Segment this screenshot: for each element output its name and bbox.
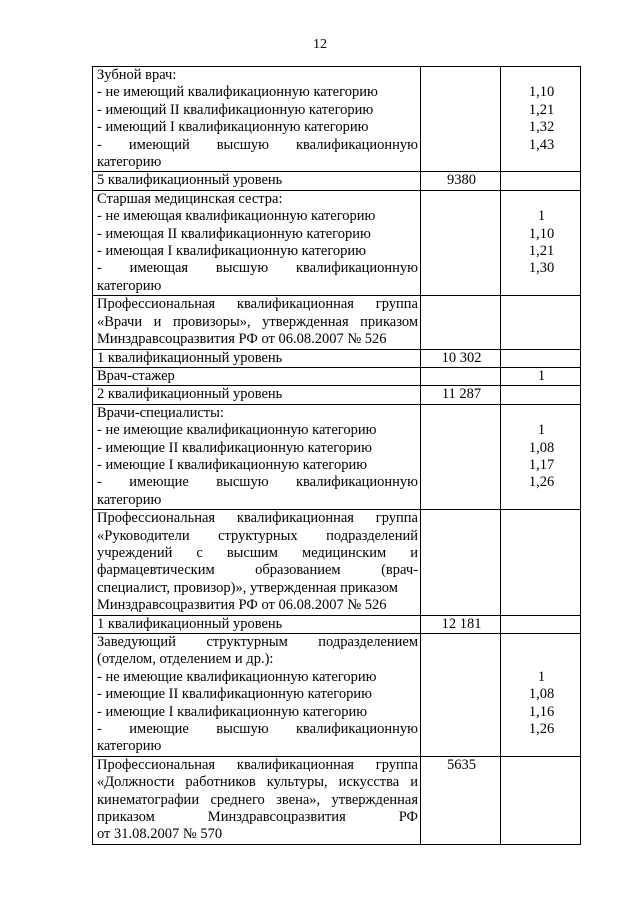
salary-cell [421,367,501,385]
coefficient-value: 1 [537,668,546,685]
salary-cell [421,634,501,757]
level-label: 1 квалификационный уровень [93,615,421,633]
table-row [93,510,581,615]
salary-value: 5635 [421,756,501,844]
position-title: (отделом, отделением и др.): [97,651,274,668]
coefficient-value: 1,26 [528,721,555,737]
group-header-line: специалист, провизор)», утвержденная приказом [97,579,398,596]
position-title: Заведующий структурным подразделением [97,634,418,650]
group-header-line: Минздравсоцразвития РФ от 06.08.2007 № 526 [97,331,387,348]
coefficient-value: 1,30 [528,260,555,277]
coefficient-value: 1,21 [528,101,555,118]
group-header-cell [93,756,421,844]
salary-value: 12 181 [421,615,501,633]
coefficient-cell [501,349,581,367]
coefficient-cell [501,756,581,844]
coefficient-value: 1,10 [528,225,555,242]
level-label: 1 квалификационный уровень [93,349,421,367]
position-title: Старшая медицинская сестра: [97,190,283,207]
table-row [93,634,581,757]
level-label: 5 квалификационный уровень [93,172,421,190]
coefficient-cell [501,510,581,615]
group-header-line: учреждений с высшим медицинским и [97,544,418,561]
table-row [93,615,581,633]
coefficient-cell [501,615,581,633]
salary-value: 11 287 [421,386,501,404]
table-row [93,756,581,844]
coefficient-value: 1 [537,422,546,439]
position-cell [93,67,421,172]
group-header-line: Профессиональная квалификационная группа [97,510,418,527]
category-item-tail: категорию [97,277,162,294]
table-row [93,190,581,295]
page-number: 12 [313,37,327,52]
table-row [93,172,581,190]
category-item-tail: категорию [97,154,162,171]
position-cell [93,404,421,509]
table-row [93,404,581,509]
category-item: - имеющий II квалификационную категорию [97,101,374,118]
table-row [93,367,581,385]
salary-cell [421,190,501,295]
coefficient-value: 1,08 [528,686,555,703]
group-header-line: от 31.08.2007 № 570 [97,826,223,843]
group-header-line: «Врачи и провизоры», утвержденная приказом [97,313,418,330]
position-cell [93,190,421,295]
category-item: - имеющая II квалификационную категорию [97,225,371,242]
group-header-line: Профессиональная квалификационная группа [97,296,418,313]
category-item: - имеющая высшую квалификационную [97,260,418,277]
group-header-line: Минздравсоцразвития РФ от 06.08.2007 № 526 [97,597,387,614]
coefficient-value: 1,16 [528,703,555,720]
coefficient-value: 1 [537,208,546,225]
position-title: Врачи-специалисты: [97,404,224,421]
category-item-tail: категорию [97,738,162,755]
category-item: - имеющие I квалификационную категорию [97,456,368,473]
coefficient-value: 1,32 [528,119,555,136]
group-header-line: «Руководители структурных подразделений [97,527,418,544]
category-item: - имеющий высшую квалификационную [97,136,419,153]
coefficient-cell [501,172,581,190]
group-header-line: приказом Минздравсоцразвития РФ [97,809,418,826]
category-item: - имеющие II квалификационную категорию [97,439,372,456]
level-label: 2 квалификационный уровень [93,386,421,404]
category-item: - имеющий I квалификационную категорию [97,119,369,136]
coefficient-cell [501,67,581,172]
category-item-tail: категорию [97,491,162,508]
category-item: - имеющие II квалификационную категорию [97,686,372,703]
coefficient-value: 1,10 [528,84,555,101]
salary-cell [421,404,501,509]
category-item: - имеющие высшую квалификационную [97,474,419,491]
category-item: - имеющие I квалификационную категорию [97,703,368,720]
salary-value: 10 302 [421,349,501,367]
category-item: - не имеющие квалификационную категорию [97,668,377,685]
coefficient-value: 1,26 [528,474,555,491]
position-label: Врач-стажер [93,367,421,385]
group-header-line: фармацевтическим образованием (врач- [97,562,418,579]
salary-cell [421,510,501,615]
coefficient-cell [501,190,581,295]
coefficient-value: 1,08 [528,439,555,456]
category-item: - имеющие высшую квалификационную [97,721,419,738]
category-item: - не имеющий квалификационную категорию [97,84,378,101]
salary-cell [421,296,501,349]
coefficient-cell [501,404,581,509]
position-cell [93,634,421,757]
group-header-line: кинематографии среднего звена», утвержденная [97,791,418,808]
position-title: Зубной врач: [97,67,177,83]
category-item: - имеющая I квалификационную категорию [97,243,367,260]
coefficient-value: 1 [501,367,581,385]
table-row [93,67,581,172]
coefficient-value: 1,21 [528,243,555,260]
coefficient-value: 1,43 [528,136,555,153]
table-row [93,349,581,367]
category-item: - не имеющая квалификационную категорию [97,208,376,225]
group-header-line: Профессиональная квалификационная группа [97,756,418,773]
salary-value: 9380 [421,172,501,190]
group-header-line: «Должности работников культуры, искусства и [97,774,418,791]
table-row [93,296,581,349]
group-header-cell [93,510,421,615]
salary-cell [421,67,501,172]
salary-table [92,66,581,845]
table-row [93,386,581,404]
coefficient-value: 1,17 [528,456,555,473]
coefficient-cell [501,634,581,757]
coefficient-cell [501,296,581,349]
group-header-cell [93,296,421,349]
category-item: - не имеющие квалификационную категорию [97,422,377,439]
coefficient-cell [501,386,581,404]
